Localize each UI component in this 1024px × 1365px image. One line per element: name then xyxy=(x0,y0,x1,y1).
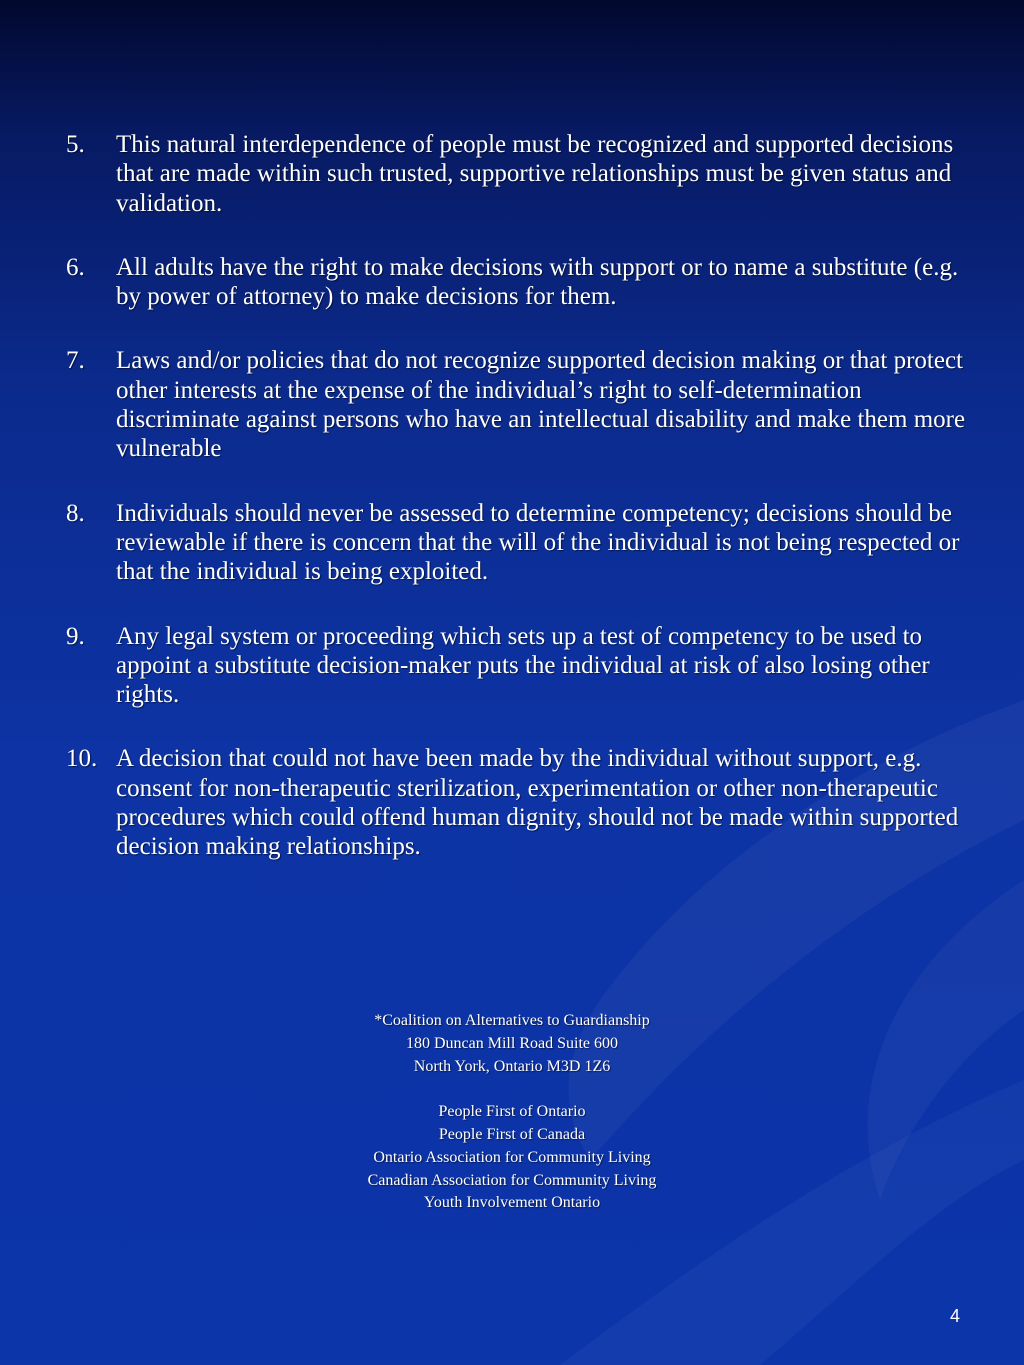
list-item xyxy=(66,622,966,710)
item-text: Any legal system or proceeding which sets up a test of competency to be used to appoint a substitute decision-maker puts the individual at risk of also losing other rights. xyxy=(116,622,930,709)
item-text: This natural interdependence of people must be recognized and supported decisions that are made within such trusted, supportive relationships must be given status and validation. xyxy=(116,131,954,217)
principles-list xyxy=(66,130,966,897)
organization-name: Canadian Association for Community Living xyxy=(367,1171,657,1189)
organization-name: People First of Ontario xyxy=(438,1103,586,1121)
item-number: 6. xyxy=(66,253,85,281)
list-item xyxy=(66,130,966,218)
item-number: 10. xyxy=(66,745,98,773)
item-number: 8. xyxy=(66,499,85,527)
organization-name: Youth Involvement Ontario xyxy=(423,1194,601,1212)
item-text: Individuals should never be assessed to determine competency; decisions should be reviewable if there is concern that the will of the individual is not being respected or that the individual is being exploited. xyxy=(116,499,960,586)
coalition-address-line1: 180 Duncan Mill Road Suite 600 xyxy=(406,1034,618,1052)
item-number: 9. xyxy=(66,622,85,650)
list-item xyxy=(66,744,966,861)
item-number: 5. xyxy=(66,131,85,158)
page-number: 4 xyxy=(949,1306,960,1326)
list-item xyxy=(66,253,966,312)
coalition-name: *Coalition on Alternatives to Guardianship xyxy=(374,1012,650,1029)
item-text: All adults have the right to make decisions with support or to name a substitute (e.g. by power of attorney) to make decisions for them. xyxy=(116,253,959,311)
item-text: A decision that could not have been made by the individual without support, e.g. consent for non-therapeutic sterilization, experimentation or other non-therapeutic procedures which could offend human dignity, should not be made within supported decision making relationships. xyxy=(116,745,959,861)
item-text: Laws and/or policies that do not recognize supported decision making or that protect other interests at the expense of the individual’s right to self-determination discriminate against persons who have an intellectual disability and make them more vulnerable xyxy=(116,347,966,463)
footer-spacer xyxy=(0,1078,1024,1101)
list-item xyxy=(66,346,966,463)
footer-credits xyxy=(0,1010,1024,1215)
item-number: 7. xyxy=(66,347,85,375)
list-item xyxy=(66,499,966,587)
organization-name: Ontario Association for Community Living xyxy=(373,1148,651,1166)
organization-name: People First of Canada xyxy=(438,1125,586,1143)
coalition-address-line2: North York, Ontario M3D 1Z6 xyxy=(413,1057,611,1075)
